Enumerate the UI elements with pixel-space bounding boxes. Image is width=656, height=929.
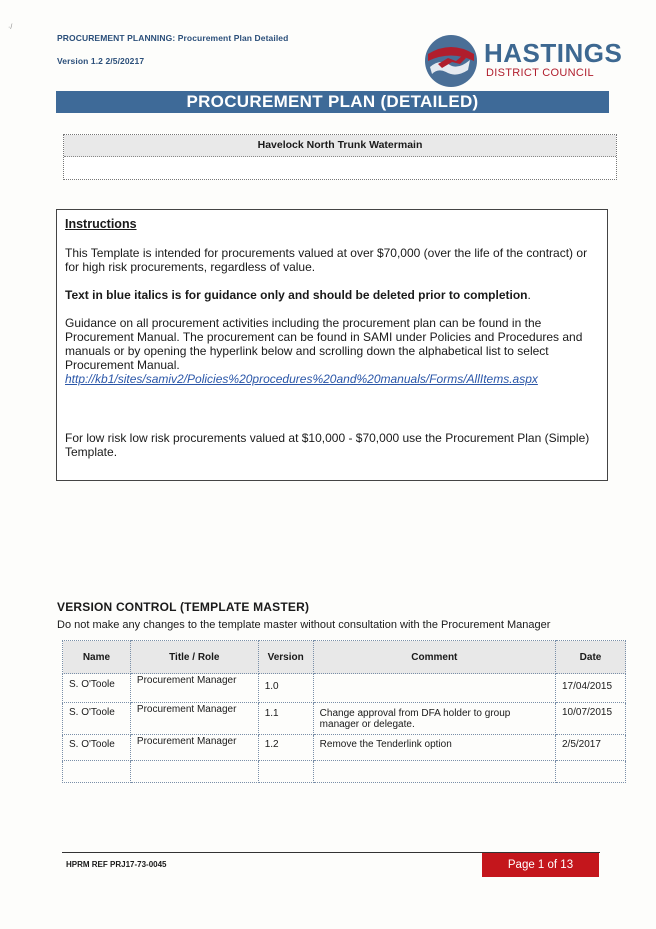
cell-title-role: Procurement Manager [130, 703, 258, 735]
page-number-badge: Page 1 of 13 [482, 853, 599, 877]
column-header-date: Date [556, 641, 626, 674]
cell-name: S. O'Toole [63, 703, 131, 735]
cell-title-role: Procurement Manager [130, 674, 258, 703]
cell-title-role [130, 761, 258, 783]
guidance-note: Text in blue italics is for guidance only and should be deleted prior to completion [65, 288, 528, 302]
version-label: Version 1.2 2/5/20217 [57, 56, 145, 66]
version-control-subtitle: Do not make any changes to the template master without consultation with the Procurement Manager [57, 619, 551, 631]
cell-date: 2/5/2017 [556, 735, 626, 761]
instructions-box [56, 209, 608, 481]
cell-comment [313, 761, 555, 783]
scan-mark: ·/ [8, 24, 13, 31]
hprm-reference: HPRM REF PRJ17-73-0045 [66, 860, 167, 869]
column-header-comment: Comment [313, 641, 555, 674]
instructions-para-4: For low risk low risk procurements valued at $10,000 - $70,000 use the Procurement Plan (Simple) Template. [65, 431, 590, 459]
cell-name: S. O'Toole [63, 674, 131, 703]
cell-title-role: Procurement Manager [130, 735, 258, 761]
document-type-label: PROCUREMENT PLANNING: Procurement Plan Detailed [57, 33, 289, 43]
column-header-name: Name [63, 641, 131, 674]
cell-date: 10/07/2015 [556, 703, 626, 735]
council-logo [424, 34, 623, 90]
cell-comment [313, 674, 555, 703]
table-row [63, 761, 626, 783]
guidance-note-period: . [527, 288, 531, 302]
cell-date [556, 761, 626, 783]
table-row [63, 735, 626, 761]
logo-name: HASTINGS [484, 38, 623, 68]
cell-version: 1.1 [258, 703, 313, 735]
table-header-row [63, 641, 626, 674]
version-control-title: VERSION CONTROL (TEMPLATE MASTER) [57, 600, 310, 614]
cell-version: 1.2 [258, 735, 313, 761]
instructions-para-3: Guidance on all procurement activities including the procurement plan can be found in the Procurement Manual. The procurement can be found in SAMI under Policies and Procedures and manuals or by opening the hyperlink below and scrolling down the alphabetical list to select Procurement Manual. [65, 316, 583, 372]
column-header-version: Version [258, 641, 313, 674]
table-row [63, 703, 626, 735]
cell-version [258, 761, 313, 783]
cell-comment: Change approval from DFA holder to group manager or delegate. [313, 703, 555, 735]
procurement-manual-link[interactable] [65, 372, 601, 386]
cell-date: 17/04/2015 [556, 674, 626, 703]
table-row [63, 674, 626, 703]
project-name-box [63, 134, 617, 180]
instructions-para-2 [65, 288, 601, 302]
procurement-manual-link-text[interactable]: http://kb1/sites/samiv2/Policies%20procedures%20and%20manuals/Forms/AllItems.aspx [65, 372, 538, 386]
instructions-para-1: This Template is intended for procurements valued at over $70,000 (over the life of the contract) or for high risk procurements, regardless of value. [65, 246, 588, 274]
version-control-table [62, 640, 626, 783]
logo-emblem-icon [424, 34, 478, 88]
cell-name: S. O'Toole [63, 735, 131, 761]
cell-comment: Remove the Tenderlink option [313, 735, 555, 761]
column-header-title-role: Title / Role [130, 641, 258, 674]
cell-version: 1.0 [258, 674, 313, 703]
project-name: Havelock North Trunk Watermain [257, 139, 423, 151]
instructions-heading: Instructions [65, 217, 137, 231]
logo-subtitle: DISTRICT COUNCIL [486, 67, 594, 79]
page-title: PROCUREMENT PLAN (DETAILED) [56, 91, 609, 113]
cell-name [63, 761, 131, 783]
